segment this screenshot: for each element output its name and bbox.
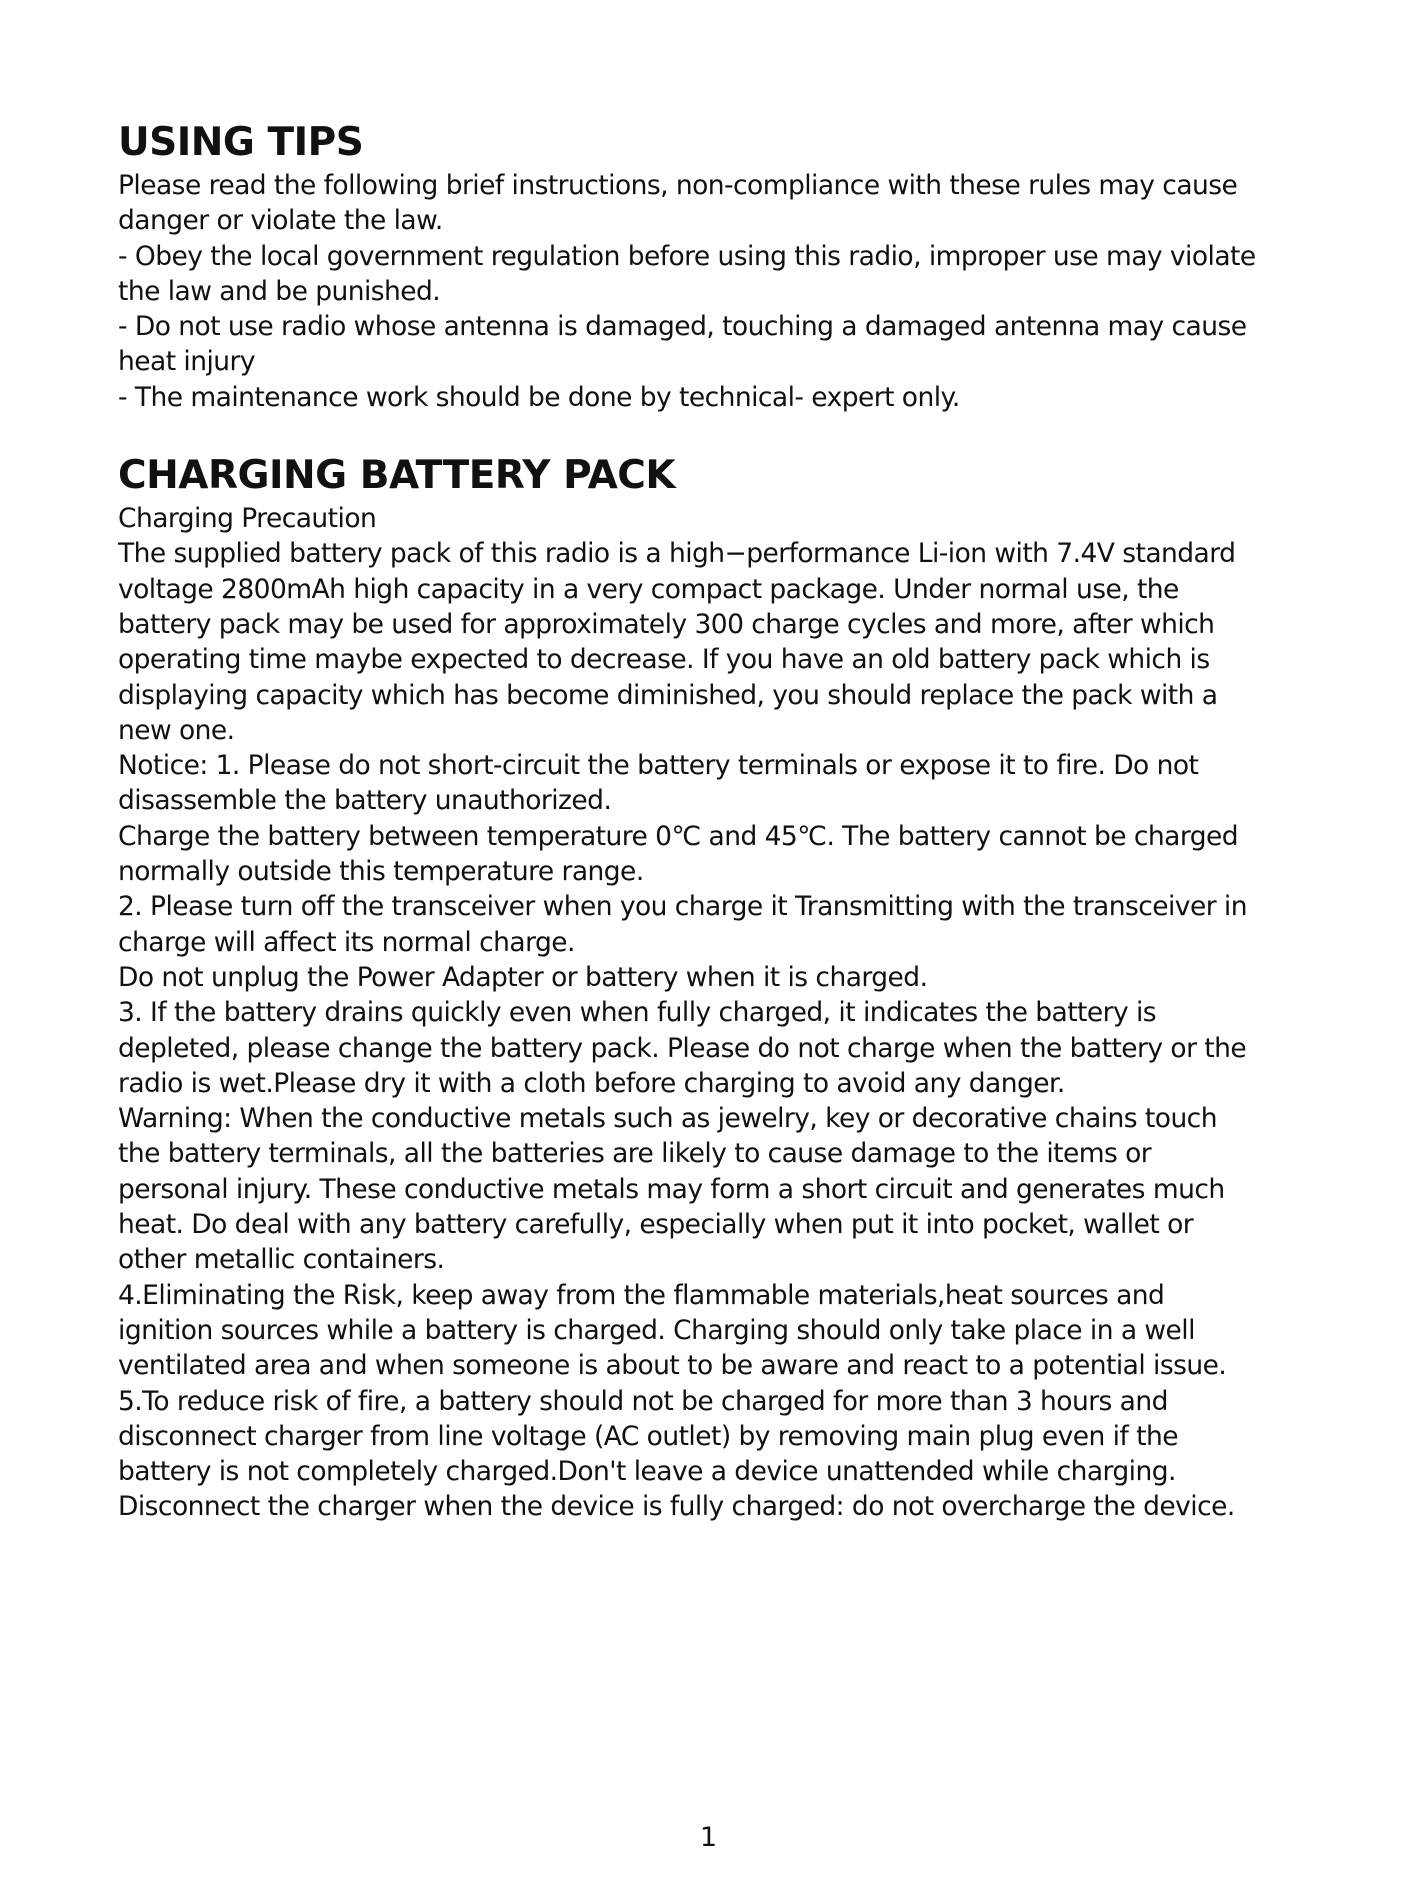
paragraph-line: - Do not use radio whose antenna is damaged, touching a damaged antenna may cause — [118, 311, 1247, 343]
paragraph-line: other metallic containers. — [118, 1244, 445, 1276]
page-number: 1 — [699, 1822, 718, 1853]
paragraph-line: displaying capacity which has become diminished, you should replace the pack with a — [118, 679, 1218, 711]
section-using-tips — [118, 118, 1318, 415]
paragraph-line: Notice: 1. Please do not short-circuit the battery terminals or expose it to fire. Do not — [118, 750, 1199, 782]
paragraph-line: ignition sources while a battery is charged. Charging should only take place in a well — [118, 1314, 1195, 1346]
paragraph-line: charge will affect its normal charge. — [118, 926, 575, 958]
paragraph-line: disassemble the battery unauthorized. — [118, 785, 612, 817]
paragraph-line: battery pack may be used for approximately 300 charge cycles and more, after which — [118, 608, 1215, 640]
paragraph-line: Warning: When the conductive metals such as jewelry, key or decorative chains touch — [118, 1103, 1217, 1135]
paragraph-line: voltage 2800mAh high capacity in a very compact package. Under normal use, the — [118, 573, 1179, 605]
paragraph-line: heat injury — [118, 346, 255, 378]
paragraph-line: 4.Eliminating the Risk, keep away from the flammable materials,heat sources and — [118, 1279, 1165, 1311]
paragraph-line: the battery terminals, all the batteries are likely to cause damage to the items or — [118, 1138, 1152, 1170]
paragraph-line: ventilated area and when someone is about to be aware and react to a potential issue. — [118, 1350, 1227, 1382]
paragraph-line: The supplied battery pack of this radio is a high−performance Li-ion with 7.4V standard — [118, 538, 1236, 570]
document-content — [118, 118, 1318, 1525]
heading-charging-battery-pack: CHARGING BATTERY PACK — [118, 453, 676, 499]
paragraph-line: Charge the battery between temperature 0℃ and 45℃. The battery cannot be charged — [118, 820, 1239, 852]
paragraph-line: operating time maybe expected to decrease. If you have an old battery pack which is — [118, 644, 1210, 676]
subheading-charging-precaution: Charging Precaution — [118, 503, 377, 535]
using-tips-body — [118, 168, 1318, 415]
paragraph-line: 3. If the battery drains quickly even when fully charged, it indicates the battery is — [118, 997, 1157, 1029]
paragraph-line: - The maintenance work should be done by technical- expert only. — [118, 381, 960, 413]
paragraph-line: danger or violate the law. — [118, 205, 443, 237]
paragraph-line: depleted, please change the battery pack. Please do not charge when the battery or the — [118, 1032, 1247, 1064]
paragraph-line: Please read the following brief instructions, non-compliance with these rules may cause — [118, 170, 1238, 201]
paragraph-line: Disconnect the charger when the device is fully charged: do not overcharge the device. — [118, 1491, 1235, 1523]
paragraph-line: personal injury. These conductive metals may form a short circuit and generates much — [118, 1173, 1225, 1205]
paragraph-line: 5.To reduce risk of fire, a battery should not be charged for more than 3 hours and — [118, 1385, 1168, 1417]
paragraph-line: new one. — [118, 714, 235, 746]
paragraph-line: battery is not completely charged.Don't leave a device unattended while charging. — [118, 1456, 1176, 1488]
paragraph-line: Do not unplug the Power Adapter or battery when it is charged. — [118, 961, 928, 993]
paragraph-line: the law and be punished. — [118, 275, 441, 307]
section-charging-battery-pack — [118, 451, 1318, 1525]
charging-battery-pack-body — [118, 501, 1318, 1525]
paragraph-line: normally outside this temperature range. — [118, 856, 644, 888]
heading-using-tips: USING TIPS — [118, 120, 364, 165]
paragraph-line: disconnect charger from line voltage (AC outlet) by removing main plug even if the — [118, 1420, 1178, 1452]
paragraph-line: radio is wet.Please dry it with a cloth before charging to avoid any danger. — [118, 1067, 1065, 1099]
paragraph-line: 2. Please turn off the transceiver when you charge it Transmitting with the transceiver in — [118, 891, 1247, 923]
paragraph-line: - Obey the local government regulation before using this radio, improper use may violate — [118, 240, 1256, 272]
paragraph-line: heat. Do deal with any battery carefully, especially when put it into pocket, wallet or — [118, 1209, 1194, 1241]
